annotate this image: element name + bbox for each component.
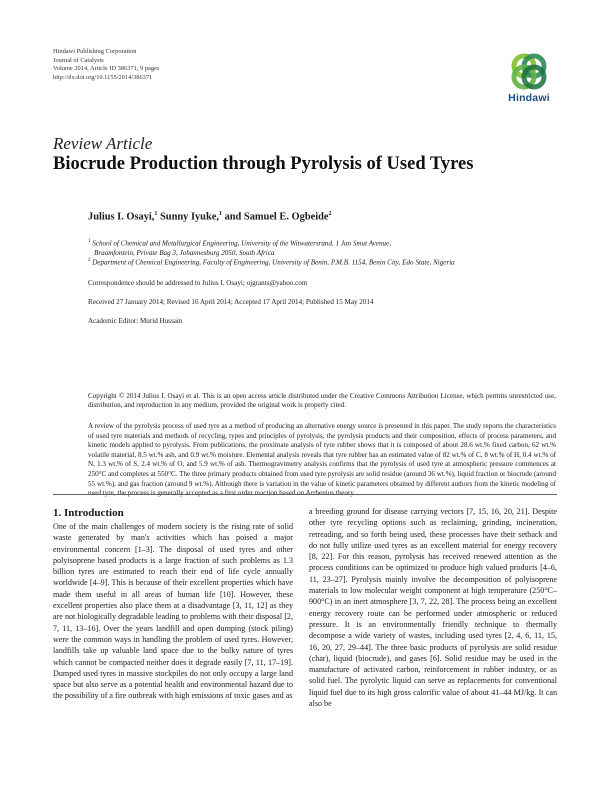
intro-column-right: a breeding ground for disease carrying vectors [7, 15, 16, 20, 21]. Despite other tyre recycling options such as reclaiming, grinding, incineration, retreading, and so forth being used, these processes have their setback and do not fully utilize used tyres as an excellent material for energy recovery [8, 22]. For this reason, pyrolysis has received renewed attention as the process conditions can be optimized to produce high valued products [4–6, 11, 23–27]. Pyrolysis mainly involve the decomposition of polyisoprene materials to low molecular weight component at high temperature (250°C–900°C) in an inert atmosphere [3, 7, 22, 28]. The process being an excellent energy recovery route can be performed under atmospheric or reduced pressure. It is an environmentally friendly technique to thermally decompose a wide variety of wastes, including used tyres [2, 4, 6, 11, 15, 16, 20, 27, 29–44]. The three basic products of pyrolysis are solid residue (char), liquid (biocrude), and gases [6]. Solid residue may be used in the manufacture of activated carbon, reinforcement in rubber industry, or as solid fuel. The pyrolytic liquid can serve as replacements for conventional liquid fuel due to its high gross calorific value of about 41–44 MJ/kg. It can also be (309, 507, 557, 709)
author-name: Sunny Iyuke, (160, 211, 219, 223)
affiliation-text: Braamfontein, Private Bag 3, Johannesburg 2050, South Africa (94, 248, 275, 257)
affiliation-text: Department of Chemical Engineering, Faculty of Engineering, University of Benin, P.M.B. 1154, Benin City, Edo State, Nigeria (92, 258, 455, 267)
affiliation-2 (88, 256, 558, 268)
volume-line: Volume 2014, Article ID 386371, 9 pages (53, 65, 160, 73)
hindawi-wordmark: Hindawi (508, 92, 550, 104)
intro-column-left: One of the main challenges of modern society is the rising rate of solid waste generated by man's activities which has poised a major environmental concern [1–3]. The disposal of used tyres and other polyisoprene based products is a large fraction of such problems as 1.3 billion tyres are estimated to reach their end of life cycle annually worldwide [4–9]. This is because of their excellent properties which have made them useful in all areas of human life [10]. However, these excellent properties also place them at a disadvantage [3, 11, 12] as they are not biologically degradable leading to problems with their disposal [2, 7, 11, 13–16]. Over the years landfill and open dumping (stock piling) were the common ways in handling the problem of used tyres. However, landfills take up valuable land space due to the bulky nature of tyres which cannot be compacted neither does it degrade easily [7, 11, 17–19]. Dumped used tyres in massive stockpiles do not only occupy a large land space but also serve as a potential health and environmental hazard due to the possibility of a fire outbreak with high emissions of toxic gases and as (53, 522, 293, 701)
hindawi-logo (503, 52, 555, 108)
author-name: Julius I. Osayi, (88, 211, 155, 223)
affiliation-sup: 1 (88, 239, 91, 244)
abstract: A review of the pyrolysis process of used tyre as a method of producing an alternative energy source is presented in this paper. The study reports the characteristics of used tyre materials and methods of recycling, types and principles of pyrolysis, the pyrolysis products and their composition, effects of process parameters, and kinetic models applied to pyrolysis. From publications, the proximate analysis of tyre rubber shows that it is composed of about 28.6 wt.% fixed carbon, 62 wt.% volatile material, 8.5 wt.% ash, and 0.9 wt.% moisture. Elemental analysis reveals that tyre rubber has an estimated value of 82 wt.% of C, 8 wt.% of H, 0.4 wt.% of N, 1.3 wt.% of S, 2.4 wt.% of O, and 5.9 wt.% of ash. Thermogravimetry analysis confirms that the pyrolysis of used tyre at atmospheric pressure commences at 250°C and completes at 550°C. The three primary products obtained from used tyre pyrolysis are solid residue (around 36 wt.%), liquid fraction or biocrude (around 55 wt.%), and gas fraction (around 9 wt.%). Although there is variation in the value of kinetic parameters obtained by different authors from the kinetic modeling of used tyre, the process is generally accepted as a first order reaction based on Arrhenius theory. (88, 422, 556, 498)
author-list (88, 211, 332, 222)
correspondence: Correspondence should be addressed to Julius I. Osayi; ojgrants@yahoo.com (88, 279, 308, 287)
author-sup: 2 (328, 211, 332, 217)
author-sup: 1 (218, 211, 222, 217)
article-type: Review Article (53, 134, 153, 153)
affiliation-sup: 2 (88, 258, 91, 263)
academic-editor: Academic Editor: Murid Hussain (88, 317, 183, 325)
journal-header (53, 48, 159, 82)
publication-dates: Received 27 January 2014; Revised 16 April 2014; Accepted 17 April 2014; Published 15 May 2014 (88, 298, 374, 306)
affiliation-text: School of Chemical and Metallurgical Engineering, University of the Witwatersrand, 1 Jan Smut Avenue, (92, 239, 391, 248)
author-name: and Samuel E. Ogbeide (224, 211, 329, 223)
author-sup: 1 (154, 211, 158, 217)
page-title: Biocrude Production through Pyrolysis of Used Tyres (53, 154, 474, 174)
copyright-notice: Copyright © 2014 Julius I. Osayi et al. This is an open access article distributed under the Creative Commons Attribution License, which permits unrestricted use, distribution, and reproduction in any medium, provided the original work is properly cited. (88, 392, 556, 410)
publisher-name: Hindawi Publishing Corporation (53, 48, 137, 55)
hindawi-rings-icon (509, 52, 549, 92)
section-heading: 1. Introduction (53, 507, 124, 519)
divider (53, 494, 557, 495)
affiliation-1 (88, 237, 558, 258)
journal-name: Journal of Catalysts (53, 56, 104, 64)
doi-link[interactable]: http://dx.doi.org/10.1155/2014/386371 (53, 73, 153, 81)
